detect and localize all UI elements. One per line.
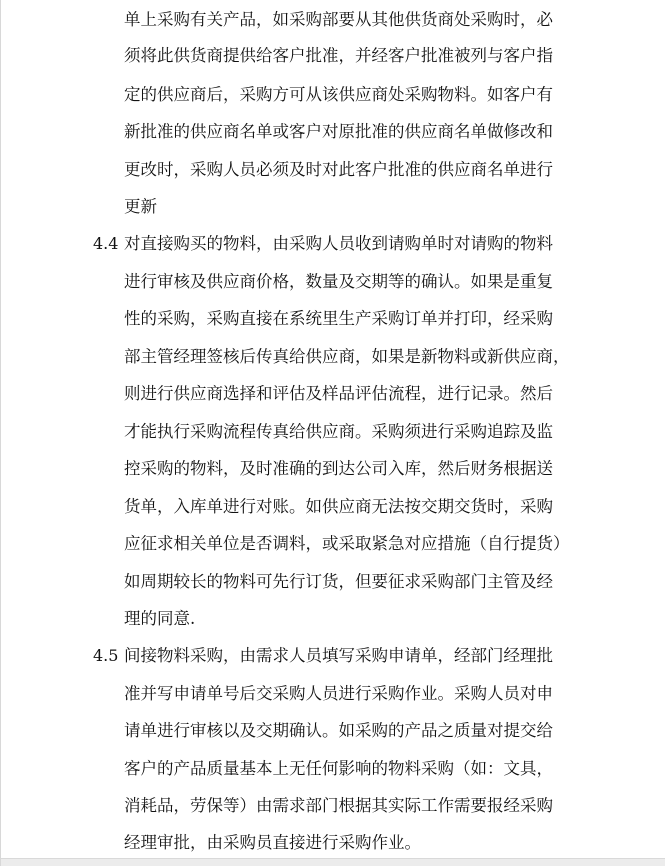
paragraph-line: 才能执行采购流程传真给供应商。采购须进行采购追踪及监 (124, 422, 553, 441)
paragraph-line: 货单，入库单进行对账。如供应商无法按交期交货时，采购 (124, 497, 553, 516)
paragraph-line: 性的采购，采购直接在系统里生产采购订单并打印，经采购 (124, 309, 553, 328)
paragraph-line: 如周期较长的物料可先行订货，但要征求采购部门主管及经 (124, 572, 553, 591)
paragraph-line: 须将此供货商提供给客户批准，并经客户批准被列与客户指 (124, 46, 553, 65)
paragraph-line: 经理审批，由采购员直接进行采购作业。 (124, 833, 421, 852)
paragraph-line: 进行审核及供应商价格，数量及交期等的确认。如果是重复 (124, 272, 553, 291)
section-number: 4.5 (93, 646, 119, 665)
paragraph-line: 则进行供应商选择和评估及样品评估流程，进行记录。然后 (124, 384, 553, 403)
paragraph-line: 更新 (124, 197, 157, 216)
paragraph-line: 控采购的物料，及时准确的到达公司入库，然后财务根据送 (124, 459, 553, 478)
paragraph-line: 定的供应商后，采购方可从该供应商处采购物料。如客户有 (124, 85, 553, 104)
paragraph-line: 准并写申请单号后交采购人员进行采购作业。采购人员对申 (124, 684, 553, 703)
paragraph-line: 请单进行审核以及交期确认。如采购的产品之质量对提交给 (124, 721, 553, 740)
section-number: 4.4 (93, 234, 119, 253)
paragraph-line: 理的同意. (124, 609, 196, 628)
paragraph-line: 部主管经理签核后传真给供应商，如果是新物料或新供应商， (124, 347, 570, 366)
paragraph-line: 消耗品，劳保等）由需求部门根据其实际工作需要报经采购 (124, 796, 553, 815)
paragraph-line: 应征求相关单位是否调料，或采取紧急对应措施（自行提货） (124, 534, 570, 553)
paragraph-line: 对直接购买的物料，由采购人员收到请购单时对请购的物料 (124, 234, 553, 253)
paragraph-line: 间接物料采购，由需求人员填写采购申请单，经部门经理批 (124, 646, 553, 665)
paragraph-line: 单上采购有关产品，如采购部要从其他供货商处采购时，必 (124, 10, 553, 29)
paragraph-line: 更改时，采购人员必须及时对此客户批准的供应商名单进行 (124, 160, 553, 179)
paragraph-line: 客户的产品质量基本上无任何影响的物料采购（如：文具， (124, 759, 553, 778)
paragraph-line: 新批准的供应商名单或客户对原批准的供应商名单做修改和 (124, 122, 553, 141)
page-bottom-edge (1, 858, 665, 866)
